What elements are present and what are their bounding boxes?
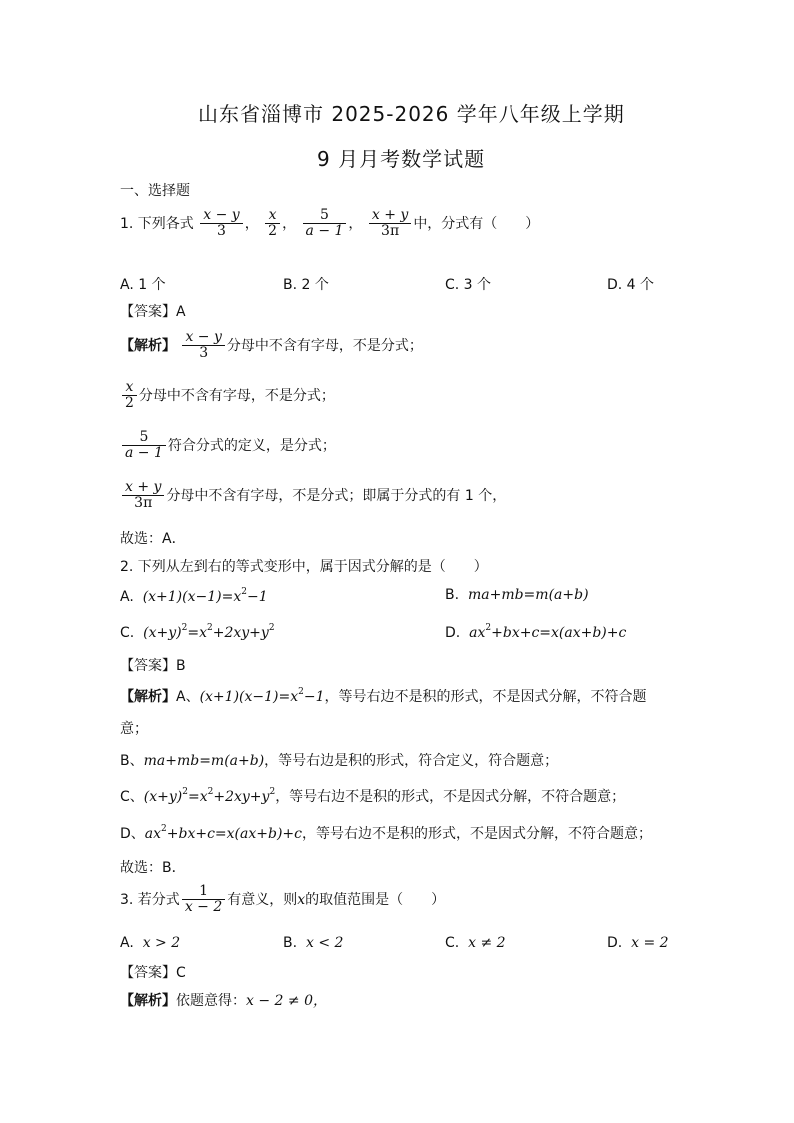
q1-analysis-2: $\frac{x}{2}$ 分母中不含有字母，不是分式； bbox=[120, 380, 335, 412]
q3-answer: 【答案】C bbox=[120, 965, 186, 981]
q1-option-b: B. 2 个 bbox=[283, 277, 329, 293]
page-subtitle: 9 月月考数学试题 bbox=[317, 147, 486, 171]
q1-conclusion: 故选：A． bbox=[120, 531, 186, 547]
q3-option-c: C. x ≠ 2 bbox=[445, 935, 506, 951]
q2-option-a: A. $(x+1)(x-1)=x^2-1$ bbox=[120, 587, 268, 605]
q2-answer: 【答案】B bbox=[120, 658, 186, 674]
q1-fraction-4: $\frac{x + y}{3\pi}$ bbox=[369, 208, 411, 240]
q2-option-d: D. $ax^2+bx+c=x(ax+b)+c$ bbox=[445, 623, 627, 641]
q2-option-b: B. ma+mb=m(a+b) bbox=[445, 587, 589, 603]
q2-conclusion: 故选：B． bbox=[120, 860, 186, 876]
question-3-stem: 3. 若分式 $\frac{1}{x - 2}$ 有意义，则x的取值范围是（ ） bbox=[120, 883, 446, 916]
q3-analysis: 【解析】依题意得：x − 2 ≠ 0， bbox=[120, 993, 327, 1009]
q1-option-d: D. 4 个 bbox=[607, 277, 655, 293]
q1-option-c: C. 3 个 bbox=[445, 277, 492, 293]
q1-analysis-4: $\frac{x + y}{3\pi}$ 分母中不含有字母，不是分式；即属于分式的有 1 个， bbox=[120, 480, 506, 512]
q1-fraction-1: $\frac{x - y}{3}$ bbox=[200, 208, 242, 240]
q1-analysis-3: $\frac{5}{a - 1}$ 符合分式的定义，是分式； bbox=[120, 430, 336, 462]
q2-analysis-a: 【解析】A、$(x+1)(x-1)=x^2-1$，等号右边不是积的形式，不是因式分解，不符合题 bbox=[120, 687, 647, 705]
q1-fraction-3: $\frac{5}{a - 1}$ bbox=[303, 208, 347, 240]
q2-analysis-c: C、$(x+y)^2=x^2+2xy+y^2$，等号右边不是积的形式，不是因式分解，不符合题意； bbox=[120, 787, 626, 805]
q1-analysis-1: 【解析】 $\frac{x - y}{3}$ 分母中不含有字母，不是分式； bbox=[120, 329, 423, 362]
q1-answer: 【答案】A bbox=[120, 304, 186, 320]
q3-option-d: D. x = 2 bbox=[607, 935, 669, 951]
q2-analysis-d: D、$ax^2+bx+c=x(ax+b)+c$，等号右边不是积的形式，不是因式分解，不符合题意； bbox=[120, 824, 652, 842]
q2-option-c: C. $(x+y)^2=x^2+2xy+y^2$ bbox=[120, 623, 275, 641]
question-1-stem: 1. 下列各式 $\frac{x - y}{3}$ ， $\frac{x}{2}$ ， $\frac{5}{a - 1}$ ， $\frac{x + y}{3\pi}$ 中，分式有（ ） bbox=[120, 207, 540, 240]
q2-analysis-b: B、ma+mb=m(a+b)，等号右边是积的形式，符合定义，符合题意； bbox=[120, 753, 559, 769]
q1-option-a: A. 1 个 bbox=[120, 277, 166, 293]
page-title: 山东省淄博市 2025-2026 学年八年级上学期 bbox=[198, 102, 625, 126]
question-2-stem: 2. 下列从左到右的等式变形中，属于因式分解的是（ ） bbox=[120, 559, 488, 575]
section-heading: 一、选择题 bbox=[120, 183, 190, 199]
q3-option-b: B. x < 2 bbox=[283, 935, 344, 951]
q3-option-a: A. x > 2 bbox=[120, 935, 181, 951]
q2-analysis-a-cont: 意； bbox=[120, 721, 148, 737]
q1-fraction-2: $\frac{x}{2}$ bbox=[265, 208, 280, 240]
